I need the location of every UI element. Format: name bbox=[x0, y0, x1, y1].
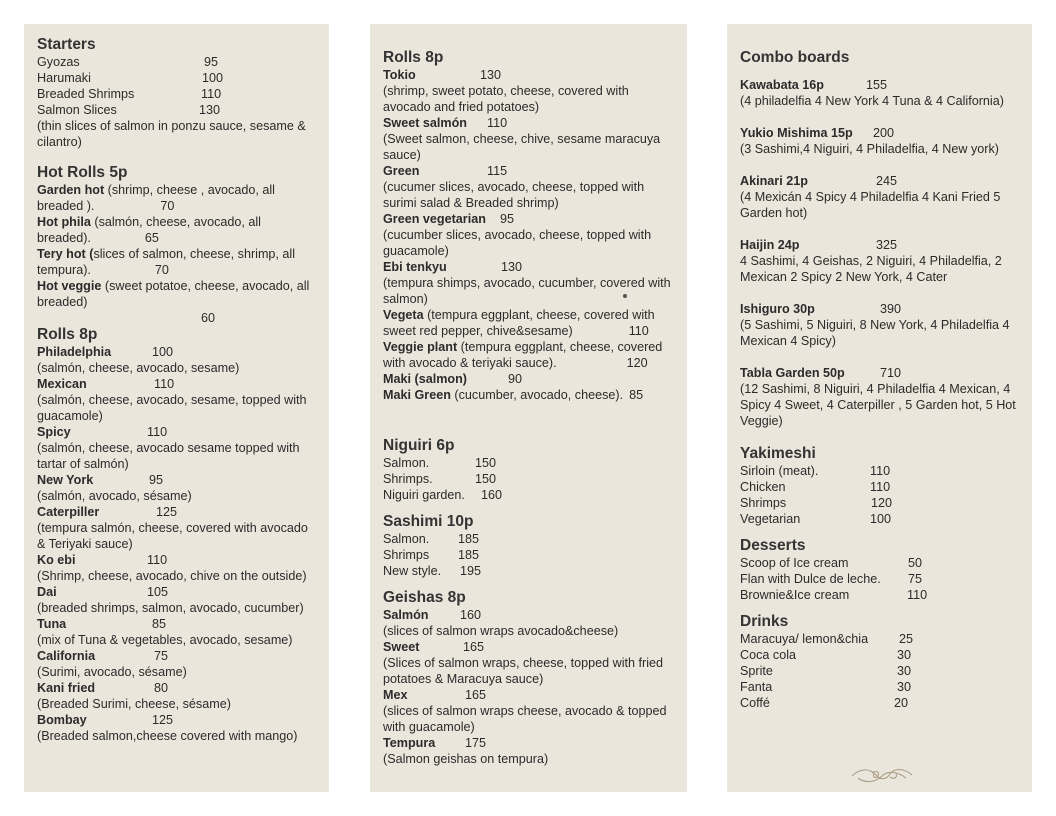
section-title-drinks: Drinks bbox=[740, 613, 789, 630]
item-price: 175 bbox=[465, 736, 487, 750]
menu-item bbox=[383, 607, 675, 623]
menu-item: Maracuya/ lemon&chia 25 bbox=[740, 632, 914, 646]
menu-item bbox=[740, 301, 1020, 317]
item-price: 75 bbox=[154, 649, 169, 663]
item-name: Sweet salmón bbox=[383, 116, 467, 130]
section-title-yakimeshi: Yakimeshi bbox=[740, 445, 816, 462]
item-price: 110 bbox=[147, 553, 168, 567]
menu-item: Tery hot (slices of salmon, cheese, shrimp, all tempura). 70 bbox=[37, 247, 296, 277]
menu-item bbox=[37, 648, 317, 664]
item-description: (salmón, cheese, avocado, sesame) bbox=[37, 361, 240, 375]
menu-item: Chicken 110 bbox=[740, 480, 891, 494]
menu-item bbox=[383, 687, 675, 703]
item-name: Bombay bbox=[37, 713, 87, 727]
item-description: (tempura salmón, cheese, covered with avocado & Teriyaki sauce) bbox=[37, 521, 308, 551]
menu-item bbox=[37, 504, 317, 520]
menu-column-3 bbox=[727, 24, 1032, 792]
combo-list bbox=[740, 77, 1020, 445]
menu-item: Vegeta (tempura eggplant, cheese, covered with sweet red pepper, chive&sesame) 110 bbox=[383, 308, 655, 338]
menu-item bbox=[740, 237, 1020, 253]
item-description: (mix of Tuna & vegetables, avocado, sesame) bbox=[37, 633, 293, 647]
item-price: 130 bbox=[501, 260, 523, 274]
item-price: 60 bbox=[201, 311, 216, 325]
item-description: (Breaded Surimi, cheese, sésame) bbox=[37, 697, 231, 711]
menu-item bbox=[740, 365, 1020, 381]
item-price: 85 bbox=[152, 617, 167, 631]
item-description: (slices of salmon wraps avocado&cheese) bbox=[383, 624, 619, 638]
item-price: 110 bbox=[487, 116, 508, 130]
menu-item: Maki (salmon) 90 bbox=[383, 372, 523, 386]
section-title-niguiri: Niguiri 6p bbox=[383, 437, 455, 454]
menu-item bbox=[383, 67, 675, 83]
item-description: (Surimi, avocado, sésame) bbox=[37, 665, 187, 679]
section-title-rolls: Rolls 8p bbox=[383, 49, 444, 66]
item-price: 110 bbox=[147, 425, 168, 439]
menu-item: Salmon. 150 bbox=[383, 456, 497, 470]
menu-item: Flan with Dulce de leche. 75 bbox=[740, 572, 923, 586]
menu-item: Hot veggie (sweet potatoe, cheese, avocado, all breaded) bbox=[37, 279, 310, 309]
geishas-list bbox=[383, 607, 675, 767]
rolls-list bbox=[383, 67, 675, 307]
item-description: (thin slices of salmon in ponzu sauce, sesame & cilantro) bbox=[37, 119, 306, 149]
menu-item bbox=[383, 115, 675, 131]
item-price: 155 bbox=[866, 78, 888, 92]
item-description: (cucumer slices, avocado, cheese, topped with surimi salad & Breaded shrimp) bbox=[383, 180, 645, 210]
item-name: Haijin 24p bbox=[740, 238, 800, 252]
item-description: 4 Sashimi, 4 Geishas, 2 Niguiri, 4 Philadelfia, 2 Mexican 2 Spicy 2 New York, 4 Cater bbox=[740, 254, 1002, 284]
item-name: Salmón bbox=[383, 608, 429, 622]
flourish-ornament-icon bbox=[850, 764, 914, 786]
menu-item: New style. 195 bbox=[383, 564, 482, 578]
menu-item bbox=[37, 680, 317, 696]
menu-item: Shrimps. 150 bbox=[383, 472, 497, 486]
item-description: (salmón, avocado, sésame) bbox=[37, 489, 192, 503]
menu-item: Niguiri garden. 160 bbox=[383, 488, 503, 502]
menu-column-1 bbox=[24, 24, 329, 792]
item-name: Tokio bbox=[383, 68, 416, 82]
item-name: Dai bbox=[37, 585, 57, 599]
menu-item: Salmon Slices 130 bbox=[37, 103, 221, 117]
item-price: 325 bbox=[876, 238, 898, 252]
item-price: 115 bbox=[487, 164, 508, 178]
menu-item bbox=[37, 424, 317, 440]
item-description: (Salmon geishas on tempura) bbox=[383, 752, 549, 766]
menu-item: Garden hot (shrimp, cheese , avocado, all breaded ). 70 bbox=[37, 183, 275, 213]
item-name: Philadelphia bbox=[37, 345, 112, 359]
item-description: (tempura shimps, avocado, cucumber, covered with salmon) bbox=[383, 276, 671, 306]
item-price: 200 bbox=[873, 126, 895, 140]
menu-item: Veggie plant (tempura eggplant, cheese, covered with avocado & teriyaki sauce). 120 bbox=[383, 340, 663, 370]
item-name: Mex bbox=[383, 688, 408, 702]
item-name: Sweet bbox=[383, 640, 420, 654]
menu-item bbox=[383, 259, 675, 275]
item-name: Ko ebi bbox=[37, 553, 76, 567]
item-name: New York bbox=[37, 473, 94, 487]
section-title-desserts: Desserts bbox=[740, 537, 806, 554]
menu-item bbox=[383, 211, 675, 227]
section-title-hot-rolls: Hot Rolls 5p bbox=[37, 164, 128, 181]
item-price: 80 bbox=[154, 681, 169, 695]
menu-item bbox=[37, 376, 317, 392]
menu-item bbox=[383, 163, 675, 179]
item-description: (Slices of salmon wraps, cheese, topped with fried potatoes & Maracuya sauce) bbox=[383, 656, 663, 686]
menu-item: Sirloin (meat). 110 bbox=[740, 464, 891, 478]
item-description: (shrimp, sweet potato, cheese, covered with avocado and fried potatoes) bbox=[383, 84, 629, 114]
menu-item: Coca cola 30 bbox=[740, 648, 912, 662]
rolls-list bbox=[37, 344, 317, 744]
menu-item bbox=[740, 77, 1020, 93]
item-price: 160 bbox=[460, 608, 482, 622]
section-title-geishas: Geishas 8p bbox=[383, 589, 466, 606]
menu-item: Brownie&Ice cream 110 bbox=[740, 588, 928, 602]
item-name: California bbox=[37, 649, 96, 663]
item-name: Ishiguro 30p bbox=[740, 302, 815, 316]
menu-item bbox=[740, 125, 1020, 141]
item-description: (4 Mexicán 4 Spicy 4 Philadelfia 4 Kani Fried 5 Garden hot) bbox=[740, 190, 1001, 220]
item-description: (Breaded salmon,cheese covered with mango) bbox=[37, 729, 298, 743]
menu-item bbox=[37, 344, 317, 360]
menu-item bbox=[37, 616, 317, 632]
item-name: Green vegetarian bbox=[383, 212, 486, 226]
item-price: 245 bbox=[876, 174, 898, 188]
item-description: (3 Sashimi,4 Niguiri, 4 Philadelfia, 4 New york) bbox=[740, 142, 999, 156]
menu-item: Fanta 30 bbox=[740, 680, 912, 694]
menu-item bbox=[37, 584, 317, 600]
menu-item bbox=[383, 639, 675, 655]
menu-item: Vegetarian 100 bbox=[740, 512, 892, 526]
menu-column-2 bbox=[370, 24, 687, 792]
menu-item: Scoop of Ice cream 50 bbox=[740, 556, 923, 570]
item-description: (Sweet salmon, cheese, chive, sesame maracuya sauce) bbox=[383, 132, 661, 162]
item-price: 125 bbox=[156, 505, 178, 519]
item-price: 110 bbox=[154, 377, 175, 391]
item-description: (12 Sashimi, 8 Niguiri, 4 Philadelfia 4 Mexican, 4 Spicy 4 Sweet, 4 Caterpiller , 5 Garden hot, 5 Hot Veggie) bbox=[740, 382, 1016, 428]
item-name: Green bbox=[383, 164, 420, 178]
item-name: Kani fried bbox=[37, 681, 96, 695]
menu-item bbox=[740, 173, 1020, 189]
item-name: Kawabata 16p bbox=[740, 78, 824, 92]
item-name: Ebi tenkyu bbox=[383, 260, 447, 274]
menu-item bbox=[37, 552, 317, 568]
menu-item: Gyozas 95 bbox=[37, 55, 219, 69]
item-name: Caterpiller bbox=[37, 505, 100, 519]
item-name: Yukio Mishima 15p bbox=[740, 126, 853, 140]
item-name: Tabla Garden 50p bbox=[740, 366, 845, 380]
item-price: 125 bbox=[152, 713, 174, 727]
menu-item: Harumaki 100 bbox=[37, 71, 224, 85]
item-price: 390 bbox=[880, 302, 902, 316]
section-title-rolls: Rolls 8p bbox=[37, 326, 98, 343]
item-price: 95 bbox=[149, 473, 164, 487]
item-price: 100 bbox=[152, 345, 174, 359]
item-name: Akinari 21p bbox=[740, 174, 808, 188]
item-description: (slices of salmon wraps cheese, avocado & topped with guacamole) bbox=[383, 704, 667, 734]
section-title-combo-boards: Combo boards bbox=[740, 49, 850, 66]
menu-item bbox=[37, 712, 317, 728]
section-title-starters: Starters bbox=[37, 36, 96, 53]
item-price: 130 bbox=[480, 68, 502, 82]
menu-item: Coffé 20 bbox=[740, 696, 909, 710]
item-description: (breaded shrimps, salmon, avocado, cucumber) bbox=[37, 601, 304, 615]
item-price: 165 bbox=[463, 640, 485, 654]
menu-item: Shrimps 120 bbox=[740, 496, 893, 510]
item-description: (4 philadelfia 4 New York 4 Tuna & 4 California) bbox=[740, 94, 1004, 108]
item-price: 95 bbox=[500, 212, 515, 226]
menu-item: Maki Green (cucumber, avocado, cheese). 85 bbox=[383, 388, 644, 402]
item-description: (Shrimp, cheese, avocado, chive on the outside) bbox=[37, 569, 307, 583]
item-name: Tempura bbox=[383, 736, 436, 750]
item-name: Spicy bbox=[37, 425, 71, 439]
menu-item: Breaded Shrimps 110 bbox=[37, 87, 222, 101]
item-description: (cucumber slices, avocado, cheese, topped with guacamole) bbox=[383, 228, 652, 258]
item-price: 710 bbox=[880, 366, 902, 380]
item-price: 105 bbox=[147, 585, 169, 599]
item-price: 165 bbox=[465, 688, 487, 702]
item-name: Tuna bbox=[37, 617, 67, 631]
item-description: (salmón, cheese, avocado sesame topped with tartar of salmón) bbox=[37, 441, 300, 471]
item-description: (5 Sashimi, 5 Niguiri, 8 New York, 4 Philadelfia 4 Mexican 4 Spicy) bbox=[740, 318, 1010, 348]
menu-item: Sprite 30 bbox=[740, 664, 912, 678]
item-name: Mexican bbox=[37, 377, 87, 391]
menu-item: Hot phila (salmón, cheese, avocado, all breaded). 65 bbox=[37, 215, 261, 245]
menu-item bbox=[37, 472, 317, 488]
section-title-sashimi: Sashimi 10p bbox=[383, 513, 474, 530]
menu-item: Shrimps 185 bbox=[383, 548, 480, 562]
item-description: (salmón, cheese, avocado, sesame, topped with guacamole) bbox=[37, 393, 307, 423]
menu-item: Salmon. 185 bbox=[383, 532, 480, 546]
menu-item bbox=[383, 735, 675, 751]
stray-dot bbox=[623, 294, 627, 298]
